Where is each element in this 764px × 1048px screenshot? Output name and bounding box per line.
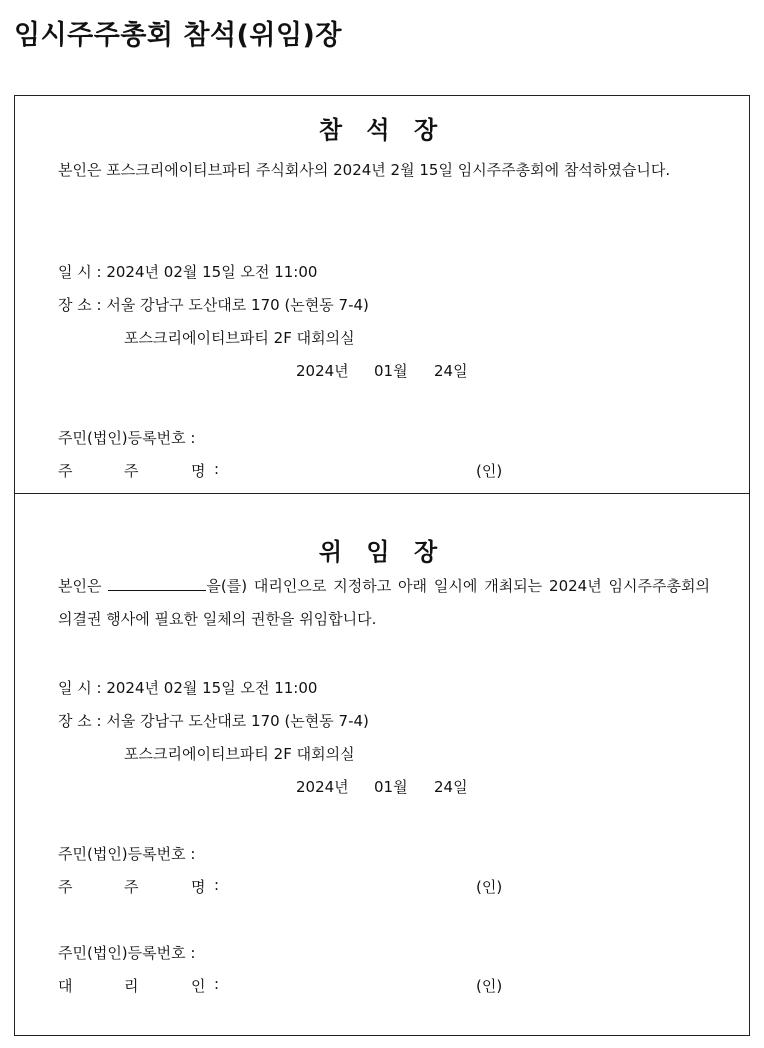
attendance-place-detail: 포스크리에이티브파티 2F 대회의실 — [124, 329, 355, 347]
proxy-name-char-2: 주 — [124, 878, 139, 896]
proxy-agent-seal: (인) — [476, 977, 503, 995]
proxy-place-line: 장 소 : 서울 강남구 도산대로 170 (논현동 7-4) — [58, 712, 369, 730]
proxy-name-colon: : — [214, 876, 220, 894]
proxy-seal: (인) — [476, 878, 503, 896]
proxy-para-rest: 을(를) 대리인으로 지정하고 아래 일시에 개최되는 2024년 임시주주총회의 의결권 행사에 필요한 일체의 권한을 위임합니다. — [58, 577, 710, 628]
proxy-agent-char-2: 리 — [124, 977, 139, 995]
proxy-agent-blank — [108, 577, 206, 591]
attendance-name-char-1: 주 — [58, 462, 73, 480]
proxy-paragraph — [58, 570, 710, 636]
proxy-agent-char-3: 인 — [191, 977, 206, 995]
attendance-paragraph: 본인은 포스크리에이티브파티 주식회사의 2024년 2월 15일 임시주주총회에 참석하였습니다. — [58, 161, 671, 179]
attendance-reg-no-label: 주민(법인)등록번호 : — [58, 429, 196, 447]
proxy-title: 위 임 장 — [318, 538, 446, 566]
proxy-section — [14, 493, 750, 1036]
proxy-agent-char-1: 대 — [58, 977, 73, 995]
attendance-name-char-2: 주 — [124, 462, 139, 480]
proxy-issue-month: 01월 — [374, 778, 408, 796]
proxy-name-char-3: 명 — [191, 878, 206, 896]
proxy-name-char-1: 주 — [58, 878, 73, 896]
attendance-date-line: 일 시 : 2024년 02월 15일 오전 11:00 — [58, 263, 318, 281]
proxy-para-start: 본인은 — [58, 577, 102, 595]
attendance-name-colon: : — [214, 460, 220, 478]
attendance-place-line: 장 소 : 서울 강남구 도산대로 170 (논현동 7-4) — [58, 296, 369, 314]
attendance-name-char-3: 명 — [191, 462, 206, 480]
proxy-issue-year: 2024년 — [296, 778, 349, 796]
attendance-issue-month: 01월 — [374, 362, 408, 380]
proxy-agent-colon: : — [214, 975, 220, 993]
proxy-agent-reg-no-label: 주민(법인)등록번호 : — [58, 944, 196, 962]
document-title: 임시주주총회 참석(위임)장 — [14, 20, 342, 51]
attendance-title: 참 석 장 — [318, 116, 446, 144]
attendance-section — [14, 95, 750, 494]
proxy-place-detail: 포스크리에이티브파티 2F 대회의실 — [124, 745, 355, 763]
attendance-issue-year: 2024년 — [296, 362, 349, 380]
proxy-reg-no-label: 주민(법인)등록번호 : — [58, 845, 196, 863]
proxy-date-line: 일 시 : 2024년 02월 15일 오전 11:00 — [58, 679, 318, 697]
attendance-seal: (인) — [476, 462, 503, 480]
attendance-issue-day: 24일 — [434, 362, 468, 380]
proxy-issue-day: 24일 — [434, 778, 468, 796]
